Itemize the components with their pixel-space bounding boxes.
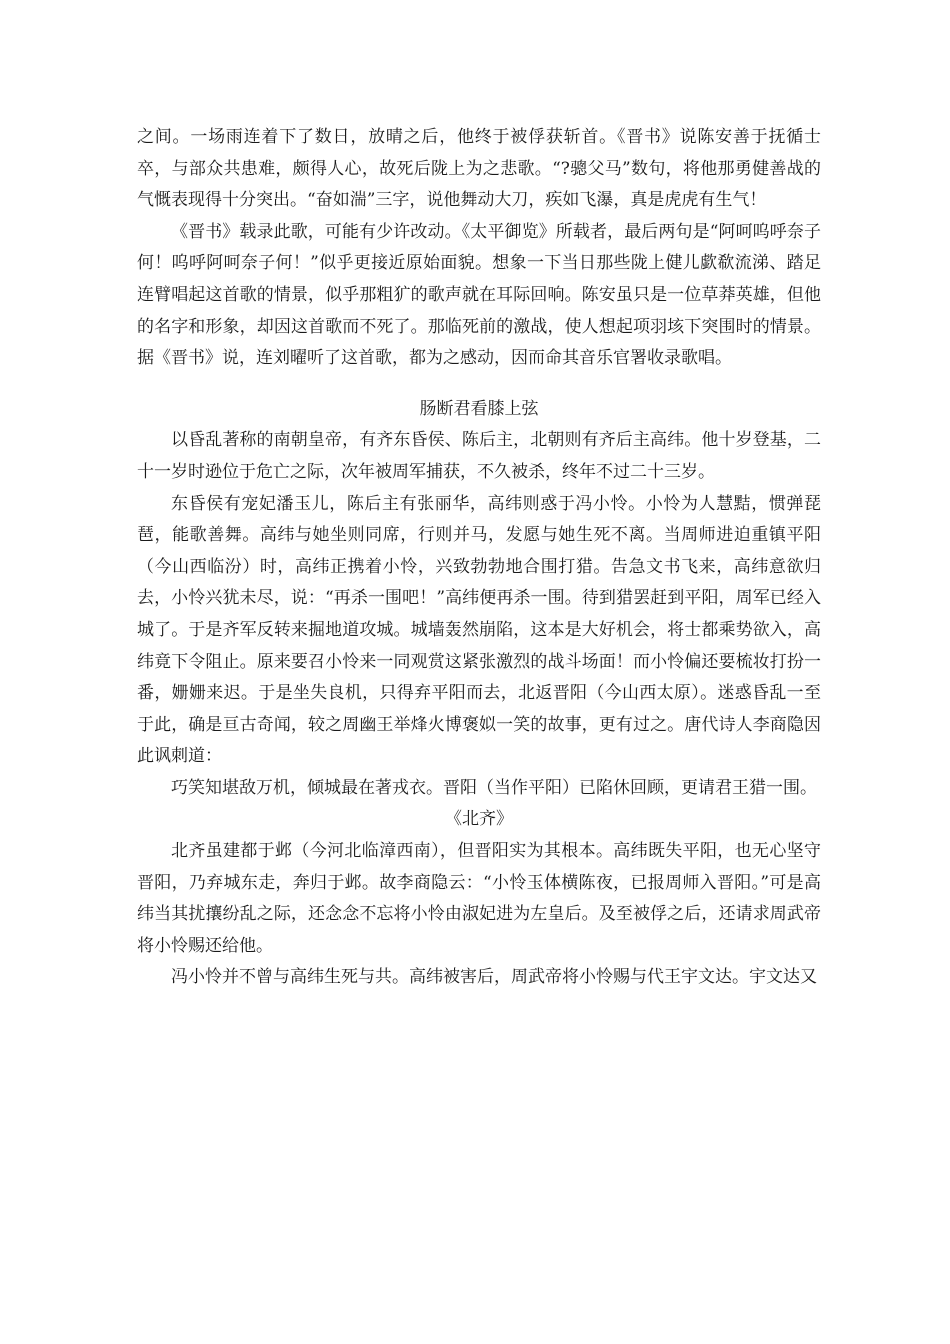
poem-quote: 巧笑知堪敌万机，倾城最在著戎衣。晋阳（当作平阳）已陷休回顾，更请君王猎一围。 (171, 777, 817, 798)
section-title: 肠断君看膝上弦 (419, 398, 539, 419)
spacer (137, 375, 821, 394)
paragraph: 北齐虽建都于邺（今河北临漳西南），但晋阳实为其根本。高纬既失平阳，也无心坚守晋阳，乃弃城东走，奔归于邺。故李商隐云：“小怜玉体横陈夜，已报周师入晋阳。”可是高纬当其扰攘纷乱之际，还念念不忘将小怜由淑妃进为左皇后。及至被俘之后，还请求周武帝将小怜赐还给他。 (137, 841, 821, 956)
document-body (137, 122, 821, 994)
paragraph: 《晋书》载录此歌，可能有少许改动。《太平御览》所载者，最后两句是“阿呵呜呼奈子何！呜呼阿呵奈子何！”似乎更接近原始面貌。想象一下当日那些陇上健儿歔欷流涕、踏足连臂唱起这首歌的情景，似乎那粗犷的歌声就在耳际回响。陈安虽只是一位草莽英雄，但他的名字和形象，却因这首歌而不死了。那临死前的激战，使人想起项羽垓下突围时的情景。据《晋书》说，连刘曜听了这首歌，都为之感动，因而命其音乐官署收录歌唱。 (137, 221, 821, 369)
paragraph: 之间。一场雨连着下了数日，放晴之后，他终于被俘获斩首。《晋书》说陈安善于抚循士卒，与部众共患难，颇得人心，故死后陇上为之悲歌。“?骢父马”数句，将他那勇健善战的气慨表现得十分突出。“奋如湍”三字，说他舞动大刀，疾如飞瀑，真是虎虎有生气！ (137, 127, 821, 211)
paragraph: 冯小怜并不曾与高纬生死与共。高纬被害后，周武帝将小怜赐与代王宇文达。宇文达又 (171, 967, 817, 988)
paragraph: 以昏乱著称的南朝皇帝，有齐东昏侯、陈后主，北朝则有齐后主高纬。他十岁登基，二十一岁时逊位于危亡之际，次年被周军捕获，不久被杀，终年不过二十三岁。 (137, 430, 821, 482)
paragraph: 东昏侯有宠妃潘玉儿，陈后主有张丽华，高纬则惑于冯小怜。小怜为人慧黠，惯弹琵琶，能歌善舞。高纬与她坐则同席，行则并马，发愿与她生死不离。当周师进迫重镇平阳（今山西临汾）时，高纬正携着小怜，兴致勃勃地合围打猎。告急文书飞来，高纬意欲归去，小怜兴犹未尽，说：“再杀一围吧！”高纬便再杀一围。待到猎罢赶到平阳，周军已经入城了。于是齐军反转来掘地道攻城。城墙轰然崩陷，这本是大好机会，将士都乘势欲入，高纬竟下令阻止。原来要召小怜来一同观赏这紧张激烈的战斗场面！而小怜偏还要梳妆打扮一番，姗姗来迟。于是坐失良机，只得弃平阳而去，北返晋阳（今山西太原）。迷惑昏乱一至于此，确是亘古奇闻，较之周幽王举烽火博褒姒一笑的故事，更有过之。唐代诗人李商隐因此讽刺道： (137, 493, 821, 767)
poem-source: 《北齐》 (445, 809, 513, 830)
